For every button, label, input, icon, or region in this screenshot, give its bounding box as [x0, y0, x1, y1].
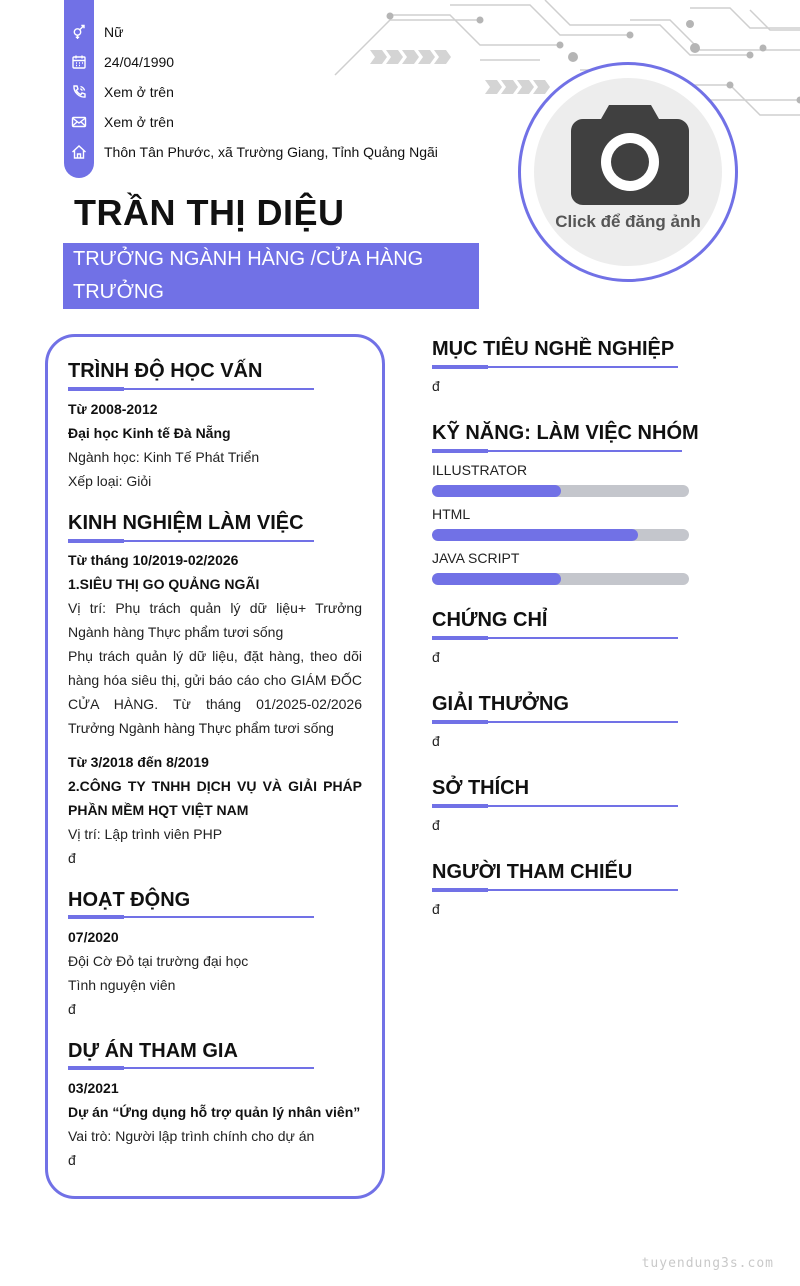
education-underline: [68, 388, 314, 390]
skill-bar: [432, 573, 689, 585]
references-heading: NGƯỜI THAM CHIẾU: [432, 861, 633, 883]
project-extra: đ: [68, 1152, 76, 1168]
hobbies-text: đ: [432, 817, 440, 833]
home-icon: [64, 137, 94, 167]
address-text: Thôn Tân Phước, xã Trường Giang, Tỉnh Quảng Ngãi: [104, 144, 438, 160]
job-title: TRƯỞNG NGÀNH HÀNG /CỬA HÀNG TRƯỞNG: [63, 243, 479, 309]
hobbies-underline: [432, 805, 678, 807]
footer-brand[interactable]: tuyendung3s.com: [641, 1256, 774, 1271]
job2-extra: đ: [68, 850, 76, 866]
phone-icon: [64, 77, 94, 107]
photo-placeholder[interactable]: [534, 78, 722, 266]
activity-date: 07/2020: [68, 929, 119, 945]
hobbies-heading: SỞ THÍCH: [432, 777, 530, 799]
contact-address: [64, 137, 438, 167]
skill-label: HTML: [432, 506, 471, 522]
contact-email: [64, 107, 174, 137]
education-grade: Xếp loại: Giỏi: [68, 473, 152, 489]
education-school: Đại học Kinh tế Đà Nẵng: [68, 425, 231, 441]
job1-period: Từ tháng 10/2019-02/2026: [68, 552, 239, 568]
camera-icon: [571, 105, 689, 205]
contact-phone: [64, 77, 174, 107]
certificates-text: đ: [432, 649, 440, 665]
education-major: Ngành học: Kinh Tế Phát Triển: [68, 449, 260, 465]
project-name: Dự án “Ứng dụng hỗ trợ quản lý nhân viên”: [68, 1104, 361, 1120]
activity-extra: đ: [68, 1001, 76, 1017]
skills-heading: KỸ NĂNG: LÀM VIỆC NHÓM: [432, 422, 699, 444]
objective-heading: MỤC TIÊU NGHỀ NGHIỆP: [432, 338, 675, 360]
gender-text: Nữ: [104, 24, 124, 40]
calendar-icon: [64, 47, 94, 77]
skill-bar-fill: [432, 529, 638, 541]
skill-label: ILLUSTRATOR: [432, 462, 528, 478]
skill-bar: [432, 485, 689, 497]
birthday-text: 24/04/1990: [104, 54, 175, 70]
education-period: Từ 2008-2012: [68, 401, 158, 417]
experience-heading: KINH NGHIỆM LÀM VIỆC: [68, 512, 304, 534]
skill-label: JAVA SCRIPT: [432, 550, 520, 566]
activities-heading: HOẠT ĐỘNG: [68, 889, 191, 911]
mail-icon: [64, 107, 94, 137]
references-text: đ: [432, 901, 440, 917]
activity-org: Đội Cờ Đỏ tại trường đại học: [68, 953, 249, 969]
job2-position: Vị trí: Lập trình viên PHP: [68, 826, 223, 842]
job1-company: 1.SIÊU THỊ GO QUẢNG NGÃI: [68, 576, 260, 592]
objective-underline: [432, 366, 678, 368]
job1-description: Phụ trách quản lý dữ liệu, đặt hàng, theo dõi hàng hóa siêu thị, gửi báo cáo cho GIÁM ĐỐC CỬA HÀNG. Từ tháng 01/2025-02/2026 Trưởng Ngành hàng Thực phẩm tươi sống: [68, 648, 362, 736]
certificates-heading: CHỨNG CHỈ: [432, 609, 548, 631]
contact-birthday: [64, 47, 174, 77]
job1-position: Vị trí: Phụ trách quản lý dữ liệu+ Trưởng Ngành hàng Thực phẩm tươi sống: [68, 600, 362, 640]
education-heading: TRÌNH ĐỘ HỌC VẤN: [68, 360, 263, 382]
skill-bar: [432, 529, 689, 541]
references-underline: [432, 889, 678, 891]
photo-upload[interactable]: [518, 62, 738, 282]
project-date: 03/2021: [68, 1080, 119, 1096]
gender-icon: [64, 17, 94, 47]
activity-role: Tình nguyện viên: [68, 977, 176, 993]
candidate-name: TRẦN THỊ DIỆU: [74, 192, 345, 233]
skill-bar-fill: [432, 573, 561, 585]
experience-underline: [68, 540, 314, 542]
skill-bar-fill: [432, 485, 561, 497]
contact-gender: [64, 17, 123, 47]
awards-text: đ: [432, 733, 440, 749]
phone-text: Xem ở trên: [104, 84, 174, 100]
awards-underline: [432, 721, 678, 723]
activities-underline: [68, 916, 314, 918]
skills-underline: [432, 450, 682, 452]
job2-company: 2.CÔNG TY TNHH DỊCH VỤ VÀ GIẢI PHÁP PHẦN MỀM HQT VIỆT NAM: [68, 778, 362, 818]
project-role: Vai trò: Người lập trình chính cho dự án: [68, 1128, 315, 1144]
awards-heading: GIẢI THƯỞNG: [432, 693, 569, 715]
job2-period: Từ 3/2018 đến 8/2019: [68, 754, 209, 770]
certificates-underline: [432, 637, 678, 639]
projects-heading: DỰ ÁN THAM GIA: [68, 1040, 238, 1062]
objective-text: đ: [432, 378, 440, 394]
email-text: Xem ở trên: [104, 114, 174, 130]
projects-underline: [68, 1067, 314, 1069]
photo-upload-label[interactable]: Click để đăng ảnh: [555, 212, 701, 231]
